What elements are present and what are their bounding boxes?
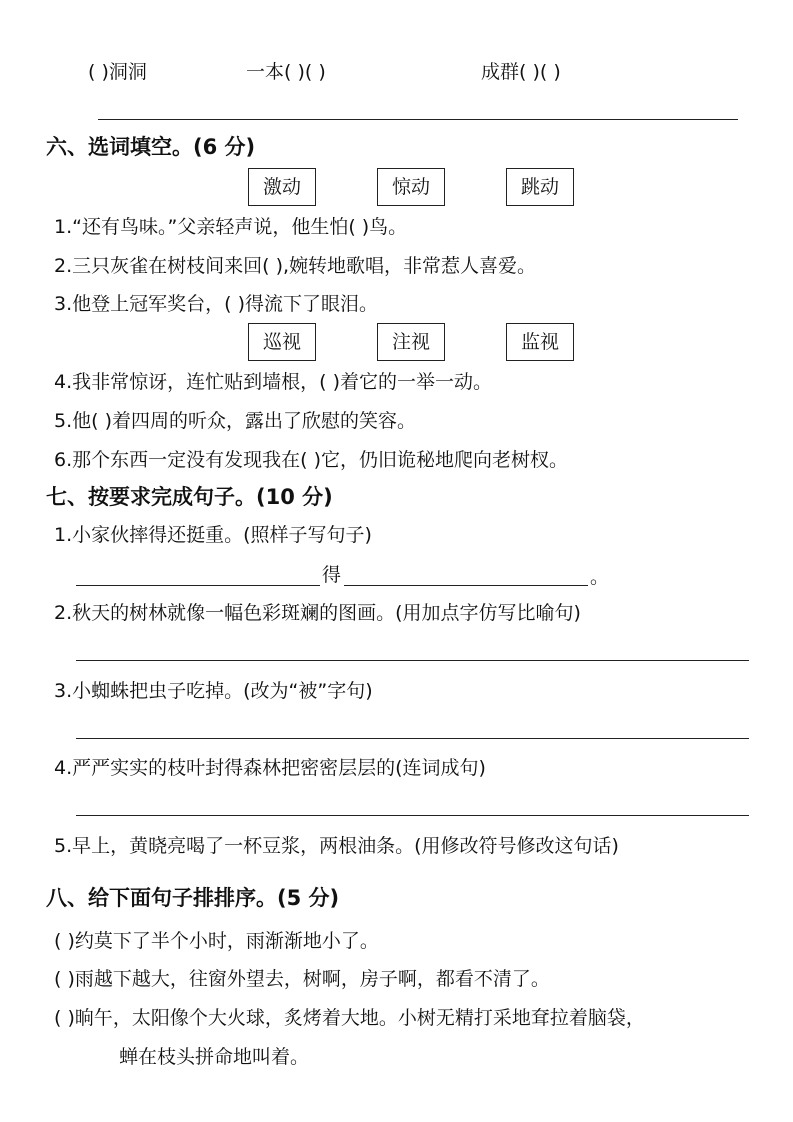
s7-question-1: 1.小家伙摔得还挺重。(照样子写句子) xyxy=(54,524,372,546)
s6-question-4: 4.我非常惊讶，连忙贴到墙根，( )着它的一举一动。 xyxy=(54,371,492,393)
fill-item-yiben: 一本( )( ) xyxy=(246,61,326,83)
word-box-jingdong: 惊动 xyxy=(377,168,445,206)
s7-question-3: 3.小蜘蛛把虫子吃掉。(改为“被”字句) xyxy=(54,680,373,702)
section8-heading: 八、给下面句子排排序。(5 分) xyxy=(46,886,340,910)
word-box-tiaodong: 跳动 xyxy=(506,168,574,206)
fill-item-chengqun: 成群( )( ) xyxy=(481,61,561,83)
section6-heading: 六、选词填空。(6 分) xyxy=(46,135,256,159)
s7-q1-de: 得 xyxy=(322,564,342,586)
section7-heading: 七、按要求完成句子。(10 分) xyxy=(46,485,333,509)
answer-line xyxy=(76,815,749,816)
s6-question-3: 3.他登上冠军奖台，( )得流下了眼泪。 xyxy=(54,293,378,315)
fill-item-dongdong: ( )洞洞 xyxy=(88,61,147,83)
s8-sentence-3: ( )晌午，太阳像个大火球，炙烤着大地。小树无精打采地耷拉着脑袋， xyxy=(54,1007,645,1029)
s7-question-5: 5.早上，黄晓亮喝了一杯豆浆，两根油条。(用修改符号修改这句话) xyxy=(54,835,619,857)
word-box-jidong: 激动 xyxy=(248,168,316,206)
word-box-zhushi: 注视 xyxy=(377,323,445,361)
word-box-jianshi: 监视 xyxy=(506,323,574,361)
s8-sentence-2: ( )雨越下越大，往窗外望去，树啊，房子啊，都看不清了。 xyxy=(54,968,550,990)
s7-question-4: 4.严严实实的枝叶封得森林把密密层层的(连词成句) xyxy=(54,757,486,779)
s6-question-6: 6.那个东西一定没有发现我在( )它，仍旧诡秘地爬向老树杈。 xyxy=(54,449,568,471)
s8-sentence-1: ( )约莫下了半个小时，雨渐渐地小了。 xyxy=(54,930,379,952)
answer-line xyxy=(98,119,738,120)
s6-question-1: 1.“还有鸟味。”父亲轻声说，他生怕( )鸟。 xyxy=(54,216,408,238)
word-box-xunshi: 巡视 xyxy=(248,323,316,361)
s7-q1-period: 。 xyxy=(590,566,610,588)
s6-question-5: 5.他( )着四周的听众，露出了欣慰的笑容。 xyxy=(54,410,416,432)
answer-line xyxy=(76,738,749,739)
answer-line xyxy=(76,585,320,586)
s6-question-2: 2.三只灰雀在树枝间来回( ),婉转地歌唱，非常惹人喜爱。 xyxy=(54,255,537,277)
s8-sentence-3-continued: 蝉在枝头拼命地叫着。 xyxy=(119,1046,310,1068)
s7-question-2: 2.秋天的树林就像一幅色彩斑斓的图画。(用加点字仿写比喻句) xyxy=(54,602,581,624)
answer-line xyxy=(76,660,749,661)
answer-line xyxy=(344,585,588,586)
